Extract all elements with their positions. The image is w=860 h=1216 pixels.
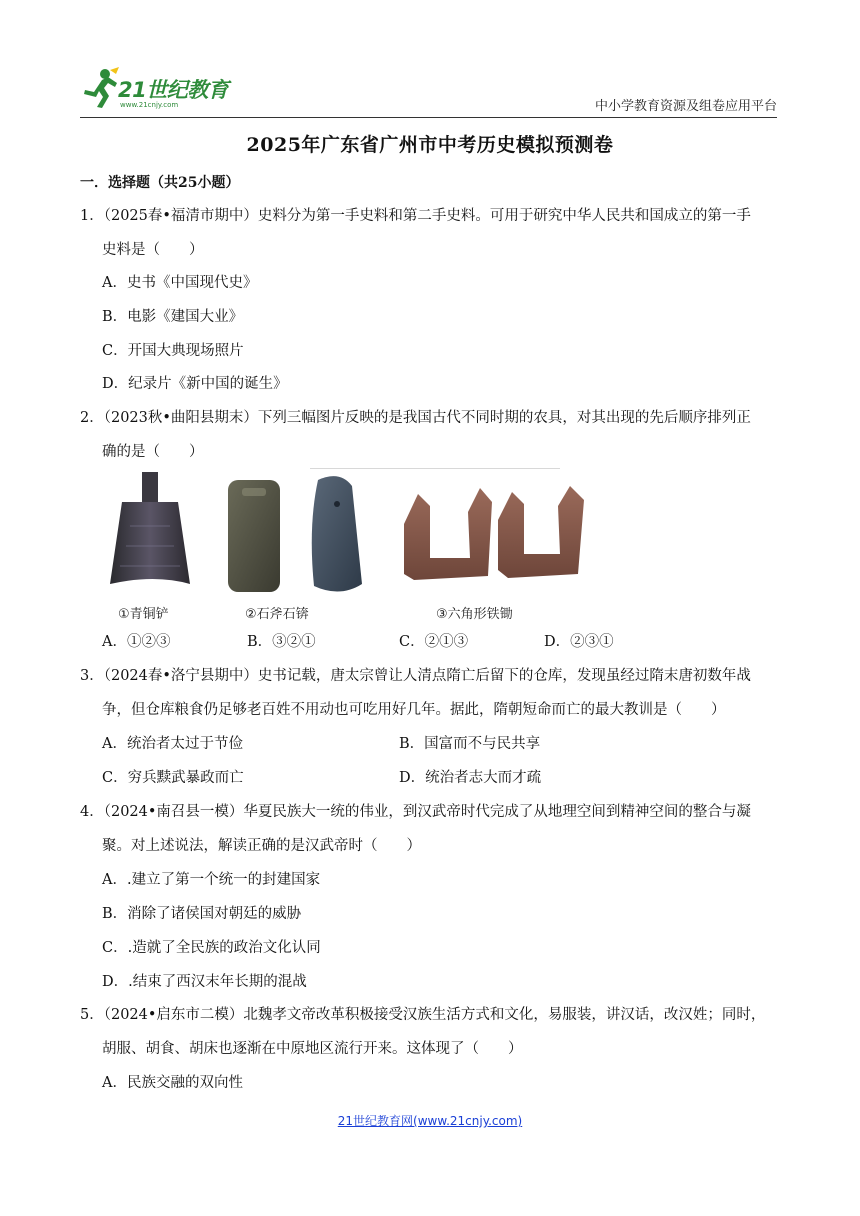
question-2-line-1: 2．（2023秋•曲阳县期末）下列三幅图片反映的是我国古代不同时期的农具，对其出现的先后顺序排列正 [80, 410, 751, 426]
question-2-option-d[interactable]: D．②③① [544, 634, 614, 650]
question-5-line-2: 胡服、胡食、胡床也逐渐在中原地区流行开来。这体现了（ ） [102, 1041, 523, 1057]
logo [80, 66, 255, 114]
section-heading: 一．选择题（共25小题） [80, 175, 240, 191]
question-3-line-1: 3．（2024春•洛宁县期中）史书记载，唐太宗曾让人清点隋亡后留下的仓库，发现虽经过隋末唐初数年战 [80, 668, 751, 684]
runner-logo-icon [80, 66, 120, 110]
caption-stone-axe: ②石斧石锛 [245, 607, 309, 622]
question-1-option-b[interactable]: B．电影《建国大业》 [102, 309, 244, 325]
question-4-line-1: 4．（2024•南召县一模）华夏民族大一统的伟业，到汉武帝时代完成了从地理空间到精神空间的整合与凝 [80, 804, 751, 820]
iron-hoe-icon [404, 486, 584, 580]
question-2-line-2: 确的是（ ） [102, 444, 204, 460]
page-title: 2025年广东省广州市中考历史模拟预测卷 [246, 134, 614, 156]
logo-text: 21世纪教育 [118, 78, 229, 102]
stone-adze-icon [312, 476, 362, 591]
page-header [80, 66, 777, 118]
question-4-option-b[interactable]: B．消除了诸侯国对朝廷的威胁 [102, 906, 302, 922]
question-3-line-2: 争，但仓库粮食仍足够老百姓不用动也可吃用好几年。据此，隋朝短命而亡的最大教训是（ ） [102, 702, 726, 718]
farm-tools-illustration [100, 466, 590, 601]
question-3-option-b[interactable]: B．国富而不与民共享 [399, 736, 541, 752]
question-2-option-c[interactable]: C．②①③ [399, 634, 469, 650]
caption-iron-hoe: ③六角形铁锄 [436, 607, 513, 622]
question-1-line-1: 1．（2025春•福清市期中）史料分为第一手史料和第二手史料。可用于研究中华人民共和国成立的第一手 [80, 208, 751, 224]
question-1-option-a[interactable]: A．史书《中国现代史》 [102, 275, 258, 291]
question-4-option-c[interactable]: C．.造就了全民族的政治文化认同 [102, 940, 321, 956]
question-5-option-a[interactable]: A．民族交融的双向性 [102, 1075, 243, 1091]
footer-link[interactable]: 21世纪教育网(www.21cnjy.com) [337, 1114, 523, 1128]
bronze-shovel-icon [110, 472, 190, 584]
question-5-line-1: 5．（2024•启东市二模）北魏孝文帝改革积极接受汉族生活方式和文化，易服装，讲汉话，改汉姓；同时， [80, 1007, 766, 1023]
question-3-option-d[interactable]: D．统治者志大而才疏 [399, 770, 542, 786]
question-3-option-c[interactable]: C．穷兵黩武暴政而亡 [102, 770, 244, 786]
question-3-option-a[interactable]: A．统治者太过于节俭 [102, 736, 243, 752]
stone-axe-icon [228, 480, 280, 592]
question-1-option-d[interactable]: D．纪录片《新中国的诞生》 [102, 376, 288, 392]
platform-name: 中小学教育资源及组卷应用平台 [594, 99, 777, 114]
question-4-option-a[interactable]: A．.建立了第一个统一的封建国家 [102, 872, 321, 888]
question-4-line-2: 聚。对上述说法，解读正确的是汉武帝时（ ） [102, 838, 421, 854]
question-2-option-b[interactable]: B．③②① [247, 634, 316, 650]
logo-url: www.21cnjy.com [120, 101, 179, 109]
farm-tools-image [100, 466, 590, 626]
caption-bronze-shovel: ①青铜铲 [118, 607, 169, 622]
question-4-option-d[interactable]: D．.结束了西汉末年长期的混战 [102, 974, 307, 990]
question-2-option-a[interactable]: A．①②③ [102, 634, 171, 650]
question-1-line-2: 史料是（ ） [102, 242, 204, 258]
question-1-option-c[interactable]: C．开国大典现场照片 [102, 343, 244, 359]
